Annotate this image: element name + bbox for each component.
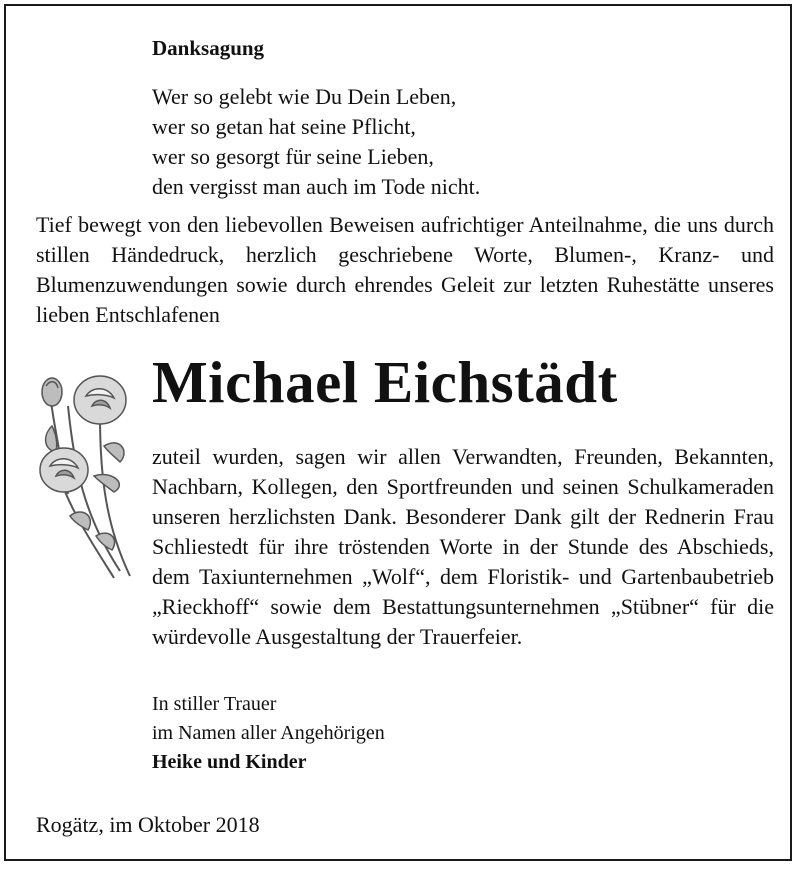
obituary-card (4, 4, 792, 861)
intro-paragraph: Tief bewegt von den liebevollen Beweisen aufrichtiger Anteilnahme, die uns durch stillen Händedruck, herzlich geschriebene Worte, Blumen-, Kranz- und Blumenzuwendungen sowie durch ehrendes Geleit zur letzten Ruhestätte unseres lieben Entschlafenen (36, 212, 774, 327)
poem (152, 82, 480, 202)
poem-line: den vergisst man auch im Tode nicht. (152, 174, 481, 199)
poem-line: wer so gesorgt für seine Lieben, (152, 144, 434, 169)
closing-line: im Namen aller Angehörigen (152, 722, 385, 744)
roses-icon (34, 366, 138, 586)
deceased-name: Michael Eichstädt (152, 349, 618, 415)
poem-line: Wer so gelebt wie Du Dein Leben, (152, 84, 457, 109)
closing-line: In stiller Trauer (152, 693, 277, 715)
heading: Danksagung (152, 36, 265, 60)
closing (152, 690, 385, 777)
poem-line: wer so getan hat seine Pflicht, (152, 114, 416, 139)
body-paragraph: zuteil wurden, sagen wir allen Verwandten, Freunden, Bekannten, Nachbarn, Kollegen, den Sportfreunden und seinen Schulkameraden unseren herzlichsten Dank. Besonderer Dank gilt der Rednerin Frau Schliestedt für ihre tröstenden Worte in der Stunde des Abschieds, dem Taxiunternehmen „Wolf“, dem Floristik- und Gartenbaubetrieb „Rieckhoff“ sowie dem Bestattungsunternehmen „Stübner“ für die würdevolle Ausgestaltung der Trauerfeier. (152, 444, 774, 649)
signature: Heike und Kinder (152, 751, 307, 773)
place-date: Rogätz, im Oktober 2018 (36, 812, 260, 837)
